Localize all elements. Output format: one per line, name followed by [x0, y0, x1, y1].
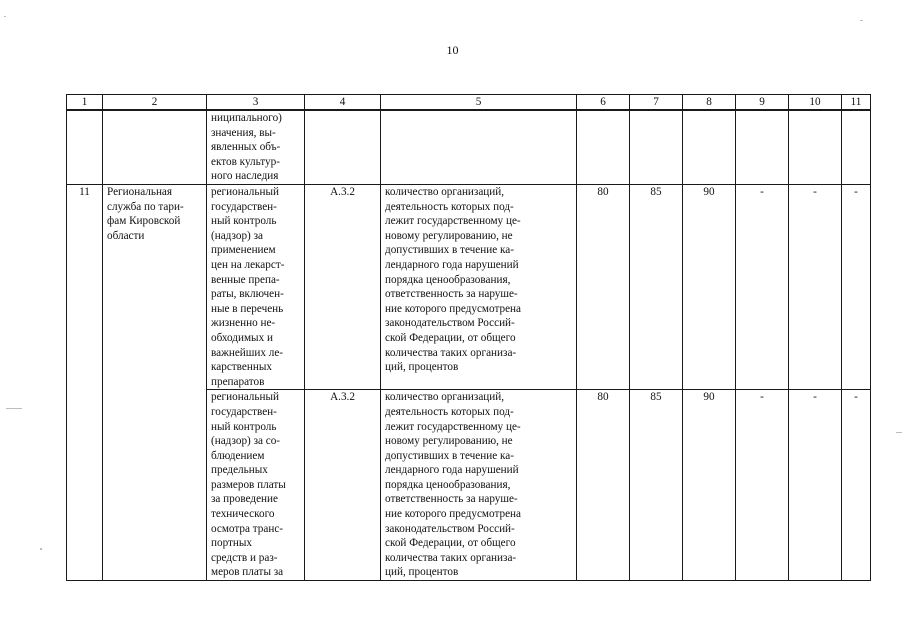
header-row [67, 95, 871, 111]
column-header-5: 5 [381, 95, 577, 111]
control-type-cell: ниципального) значения, вы- явленных объ- ектов культур- ного наследия [207, 110, 305, 185]
value-cell-7: 85 [630, 390, 683, 581]
indicator-description-cell: количество организаций, деятельность которых под- лежит государственному це- новому регулированию, не допустивших в течение ка- лендарного года нарушений порядка ценообразования, ответственность за наруше- ние которого предусмотрена законодательством Россий- ской Федерации, от общего количества таких организа- ций, процентов [381, 390, 577, 581]
control-type-cell: региональный государствен- ный контроль (надзор) за применением цен на лекарст- венные препа- раты, включен- ные в перечень жизненно не- обходимых и важнейших ле- карственных препаратов [207, 185, 305, 390]
column-header-11: 11 [842, 95, 871, 111]
value-cell-9: - [736, 390, 789, 581]
value-cell-11 [842, 110, 871, 185]
row-number-cell [67, 390, 103, 581]
organization-cell: Региональная служба по тари- фам Кировской области [103, 185, 207, 390]
column-header-9: 9 [736, 95, 789, 111]
control-type-cell: региональный государствен- ный контроль (надзор) за со- блюдением предельных размеров платы за проведение технического осмотра транс- портных средств и раз- меров платы за [207, 390, 305, 581]
value-cell-6: 80 [577, 185, 630, 390]
column-header-4: 4 [305, 95, 381, 111]
column-header-2: 2 [103, 95, 207, 111]
indicator-description-cell: количество организаций, деятельность которых под- лежит государственному це- новому регулированию, не допустивших в течение ка- лендарного года нарушений порядка ценообразования, ответственность за наруше- ние которого предусмотрена законодательством Россий- ской Федерации, от общего количества таких организа- ций, процентов [381, 185, 577, 390]
value-cell-10 [789, 110, 842, 185]
indicator-description-cell [381, 110, 577, 185]
value-cell-9 [736, 110, 789, 185]
value-cell-11: - [842, 390, 871, 581]
value-cell-7 [630, 110, 683, 185]
value-cell-10: - [789, 390, 842, 581]
code-cell [305, 110, 381, 185]
column-header-7: 7 [630, 95, 683, 111]
column-header-1: 1 [67, 95, 103, 111]
column-header-3: 3 [207, 95, 305, 111]
organization-cell [103, 390, 207, 581]
table-row-11 [67, 185, 871, 390]
value-cell-7: 85 [630, 185, 683, 390]
row-number-cell [67, 110, 103, 185]
value-cell-8: 90 [683, 185, 736, 390]
value-cell-10: - [789, 185, 842, 390]
scan-speck [4, 16, 6, 17]
code-cell: А.3.2 [305, 185, 381, 390]
scan-speck [896, 432, 902, 433]
value-cell-8: 90 [683, 390, 736, 581]
scan-speck [860, 20, 863, 21]
column-header-10: 10 [789, 95, 842, 111]
column-header-6: 6 [577, 95, 630, 111]
value-cell-8 [683, 110, 736, 185]
table-row-11-sub [67, 390, 871, 581]
value-cell-6 [577, 110, 630, 185]
organization-cell [103, 110, 207, 185]
value-cell-9: - [736, 185, 789, 390]
value-cell-11: - [842, 185, 871, 390]
value-cell-6: 80 [577, 390, 630, 581]
column-header-8: 8 [683, 95, 736, 111]
code-cell: А.3.2 [305, 390, 381, 581]
scan-speck [40, 548, 42, 550]
table-row-continuation [67, 110, 871, 185]
scan-speck [6, 408, 22, 409]
indicators-table [66, 94, 871, 581]
page-number: 10 [446, 43, 459, 57]
row-number-cell: 11 [67, 185, 103, 390]
